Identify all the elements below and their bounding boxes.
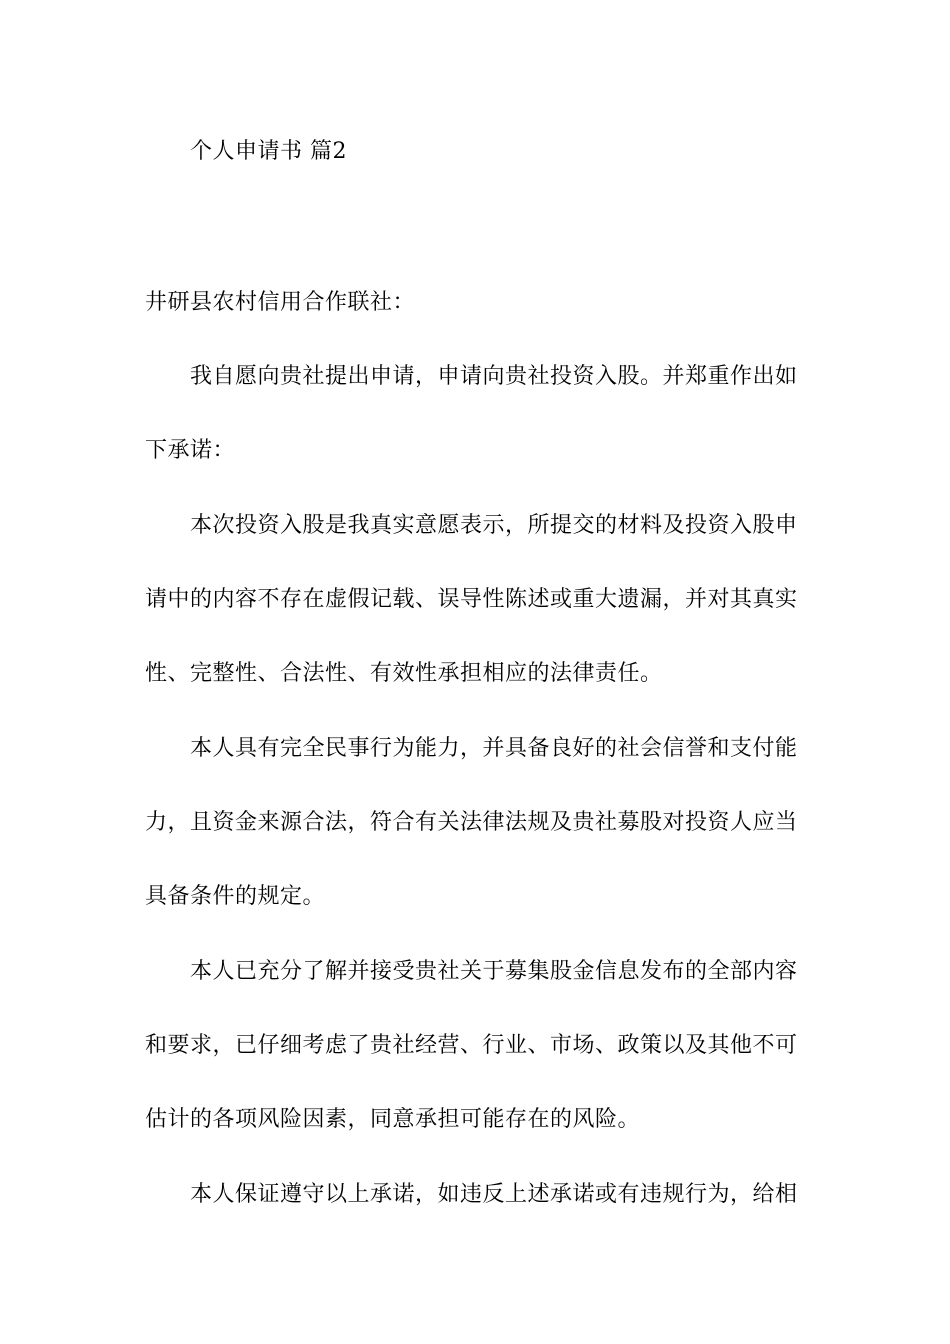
paragraph-line: 和要求，已仔细考虑了贵社经营、行业、市场、政策以及其他不可 [145,1033,798,1058]
paragraph-line: 具备条件的规定。 [145,884,326,909]
paragraph-line: 本人保证遵守以上承诺，如违反上述承诺或有违规行为，给相 [190,1182,798,1207]
paragraph-line: 本次投资入股是我真实意愿表示，所提交的材料及投资入股申 [190,513,798,538]
document-title: 个人申请书 篇2 [190,139,347,164]
paragraph-line: 估计的各项风险因素，同意承担可能存在的风险。 [145,1107,641,1132]
paragraph-line: 请中的内容不存在虚假记载、误导性陈述或重大遗漏，并对其真实 [145,587,798,612]
paragraph-line: 本人已充分了解并接受贵社关于募集股金信息发布的全部内容 [190,959,798,984]
addressee: 井研县农村信用合作联社： [145,290,416,315]
paragraph-line: 力，且资金来源合法，符合有关法律法规及贵社募股对投资人应当 [145,810,798,835]
paragraph-line: 性、完整性、合法性、有效性承担相应的法律责任。 [145,661,663,686]
paragraph-line: 下承诺： [145,438,236,463]
paragraph-line: 我自愿向贵社提出申请，申请向贵社投资入股。并郑重作出如 [190,364,798,389]
paragraph-line: 本人具有完全民事行为能力，并具备良好的社会信誉和支付能 [190,736,798,761]
